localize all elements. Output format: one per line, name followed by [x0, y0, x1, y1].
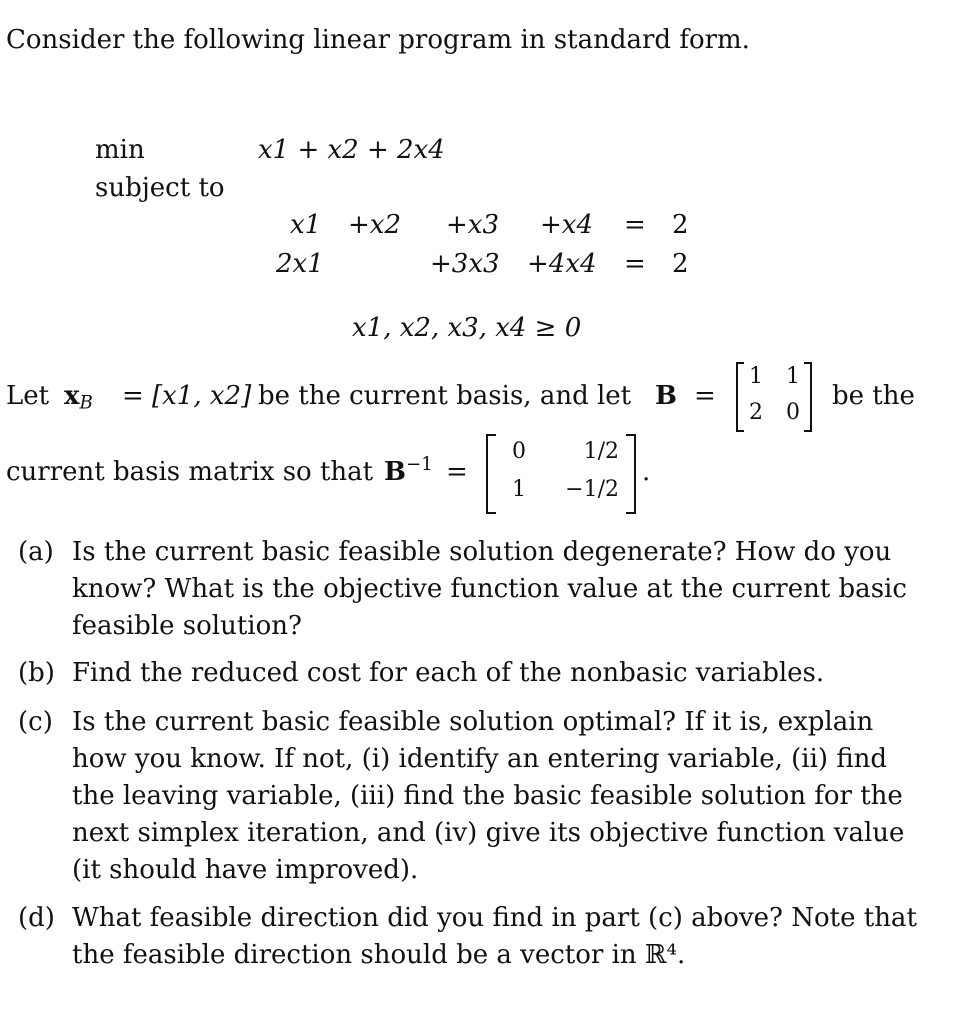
question-d-text: What feasible direction did you find in part (c) above? Note that the feasible direction should be a vector in ℝ⁴.	[72, 903, 917, 970]
c2-relation: =	[624, 249, 646, 279]
c1-term4: +x4	[540, 210, 593, 240]
xb-value: [x1, x2]	[152, 381, 252, 411]
c1-term1: x1	[290, 210, 322, 240]
B-matrix-right-bracket	[804, 362, 812, 432]
subject-to-label: subject to	[95, 173, 225, 203]
c2-rhs: 2	[672, 249, 689, 279]
Binv-equals: =	[446, 457, 468, 487]
B-symbol: B	[655, 381, 677, 411]
be-the-text: be the	[832, 381, 915, 411]
B-matrix-cell-01: 1	[786, 364, 800, 389]
B-matrix-cell-11: 0	[786, 400, 800, 425]
xb-equals: =	[122, 381, 144, 411]
basis-middle-text: be the current basis, and let	[258, 381, 632, 411]
c1-rhs: 2	[672, 210, 689, 240]
Binv-matrix-cell-00: 0	[512, 439, 526, 464]
question-a-text: Is the current basic feasible solution degenerate? How do you know? What is the objective function value at the current basic feasible solution?	[72, 537, 907, 641]
question-c-label: (c)	[18, 707, 53, 737]
objective-function: x1 + x2 + 2x4	[258, 135, 445, 165]
intro-text: Consider the following linear program in standard form.	[6, 25, 750, 55]
question-c-text: Is the current basic feasible solution optimal? If it is, explain how you know. If not, (i) identify an entering variable, (ii) find the leaving variable, (iii) find the basic feasible solution for the next simplex iteration, and (iv) give its objective function value (it should have improved).	[72, 707, 905, 885]
B-matrix-left-bracket	[736, 362, 744, 432]
Binv-matrix-right-bracket	[626, 434, 636, 514]
question-b-label: (b)	[18, 658, 55, 688]
c2-term4: +4x4	[527, 249, 597, 279]
question-d-label: (d)	[18, 903, 55, 933]
let-text: Let	[6, 381, 50, 411]
Binv-matrix-left-bracket	[486, 434, 496, 514]
question-b-text: Find the reduced cost for each of the nonbasic variables.	[72, 658, 825, 688]
Binv-matrix-cell-11: −1/2	[565, 477, 619, 502]
nonnegativity-constraint: x1, x2, x3, x4 ≥ 0	[352, 313, 582, 343]
c1-relation: =	[624, 210, 646, 240]
c2-term1: 2x1	[276, 249, 324, 279]
Binv-period: .	[642, 457, 651, 487]
current-basis-text: current basis matrix so that	[6, 457, 374, 487]
Binv-symbol: $B^{-1}$	[384, 454, 433, 487]
B-matrix-cell-10: 2	[749, 400, 763, 425]
B-equals: =	[694, 381, 716, 411]
min-label: min	[95, 135, 145, 165]
Binv-matrix-cell-10: 1	[512, 477, 526, 502]
c2-term3: +3x3	[430, 249, 500, 279]
question-a-label: (a)	[18, 537, 54, 567]
Binv-matrix-cell-01: 1/2	[583, 439, 619, 464]
xb-symbol: $x_B$	[64, 381, 93, 414]
c1-term2: +x2	[348, 210, 401, 240]
c1-term3: +x3	[446, 210, 499, 240]
B-matrix-cell-00: 1	[749, 364, 763, 389]
